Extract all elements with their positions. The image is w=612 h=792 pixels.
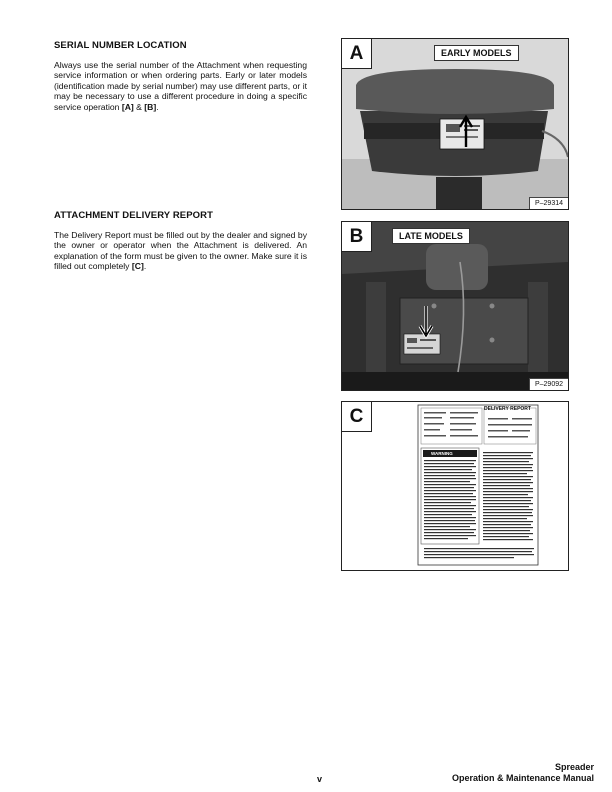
- warning-label: WARNING: [431, 451, 453, 456]
- form-title: DELIVERY REPORT: [484, 406, 531, 412]
- motor: [426, 244, 488, 290]
- figure-a-letter: A: [342, 39, 372, 69]
- page-number: v: [317, 774, 323, 784]
- figure-a-caption: EARLY MODELS: [434, 45, 519, 61]
- figure-b: [341, 221, 569, 391]
- figure-b-letter: B: [342, 222, 372, 252]
- serial-plate: [404, 334, 440, 354]
- delivery-report-heading: ATTACHMENT DELIVERY REPORT: [54, 210, 214, 221]
- delivery-report-form: [342, 402, 568, 570]
- footer-title: [452, 762, 594, 784]
- figure-b-photo: [342, 222, 568, 390]
- figure-b-part-number: P–29092: [529, 378, 568, 390]
- figure-c: [341, 401, 569, 571]
- delivery-report-paragraph: The Delivery Report must be filled out by the dealer and signed by the owner or operator when the Attachment is delivered. An explanation of the form must be given to the owner. Make sure it is filled out completely [C].: [54, 230, 307, 272]
- figure-a-part-number: P–29314: [529, 197, 568, 209]
- serial-number-heading: SERIAL NUMBER LOCATION: [54, 40, 187, 51]
- figure-a: [341, 38, 569, 210]
- hopper-lid: [356, 69, 554, 114]
- footer-product: Spreader: [554, 762, 594, 772]
- frame-left: [366, 282, 386, 372]
- footer-manual: Operation & Maintenance Manual: [451, 773, 594, 783]
- frame-right: [528, 282, 548, 372]
- figure-c-letter: C: [342, 402, 372, 432]
- figure-b-caption: LATE MODELS: [392, 228, 470, 244]
- figure-a-photo: [342, 39, 568, 209]
- spreader-stand: [436, 177, 482, 209]
- serial-number-paragraph: Always use the serial number of the Attachment when requesting service information or when ordering parts. Early or later models (identification made by serial number) may use different parts, or it may be necessary to use a different procedure in doing a specific service operation [A] & [B].: [54, 60, 307, 112]
